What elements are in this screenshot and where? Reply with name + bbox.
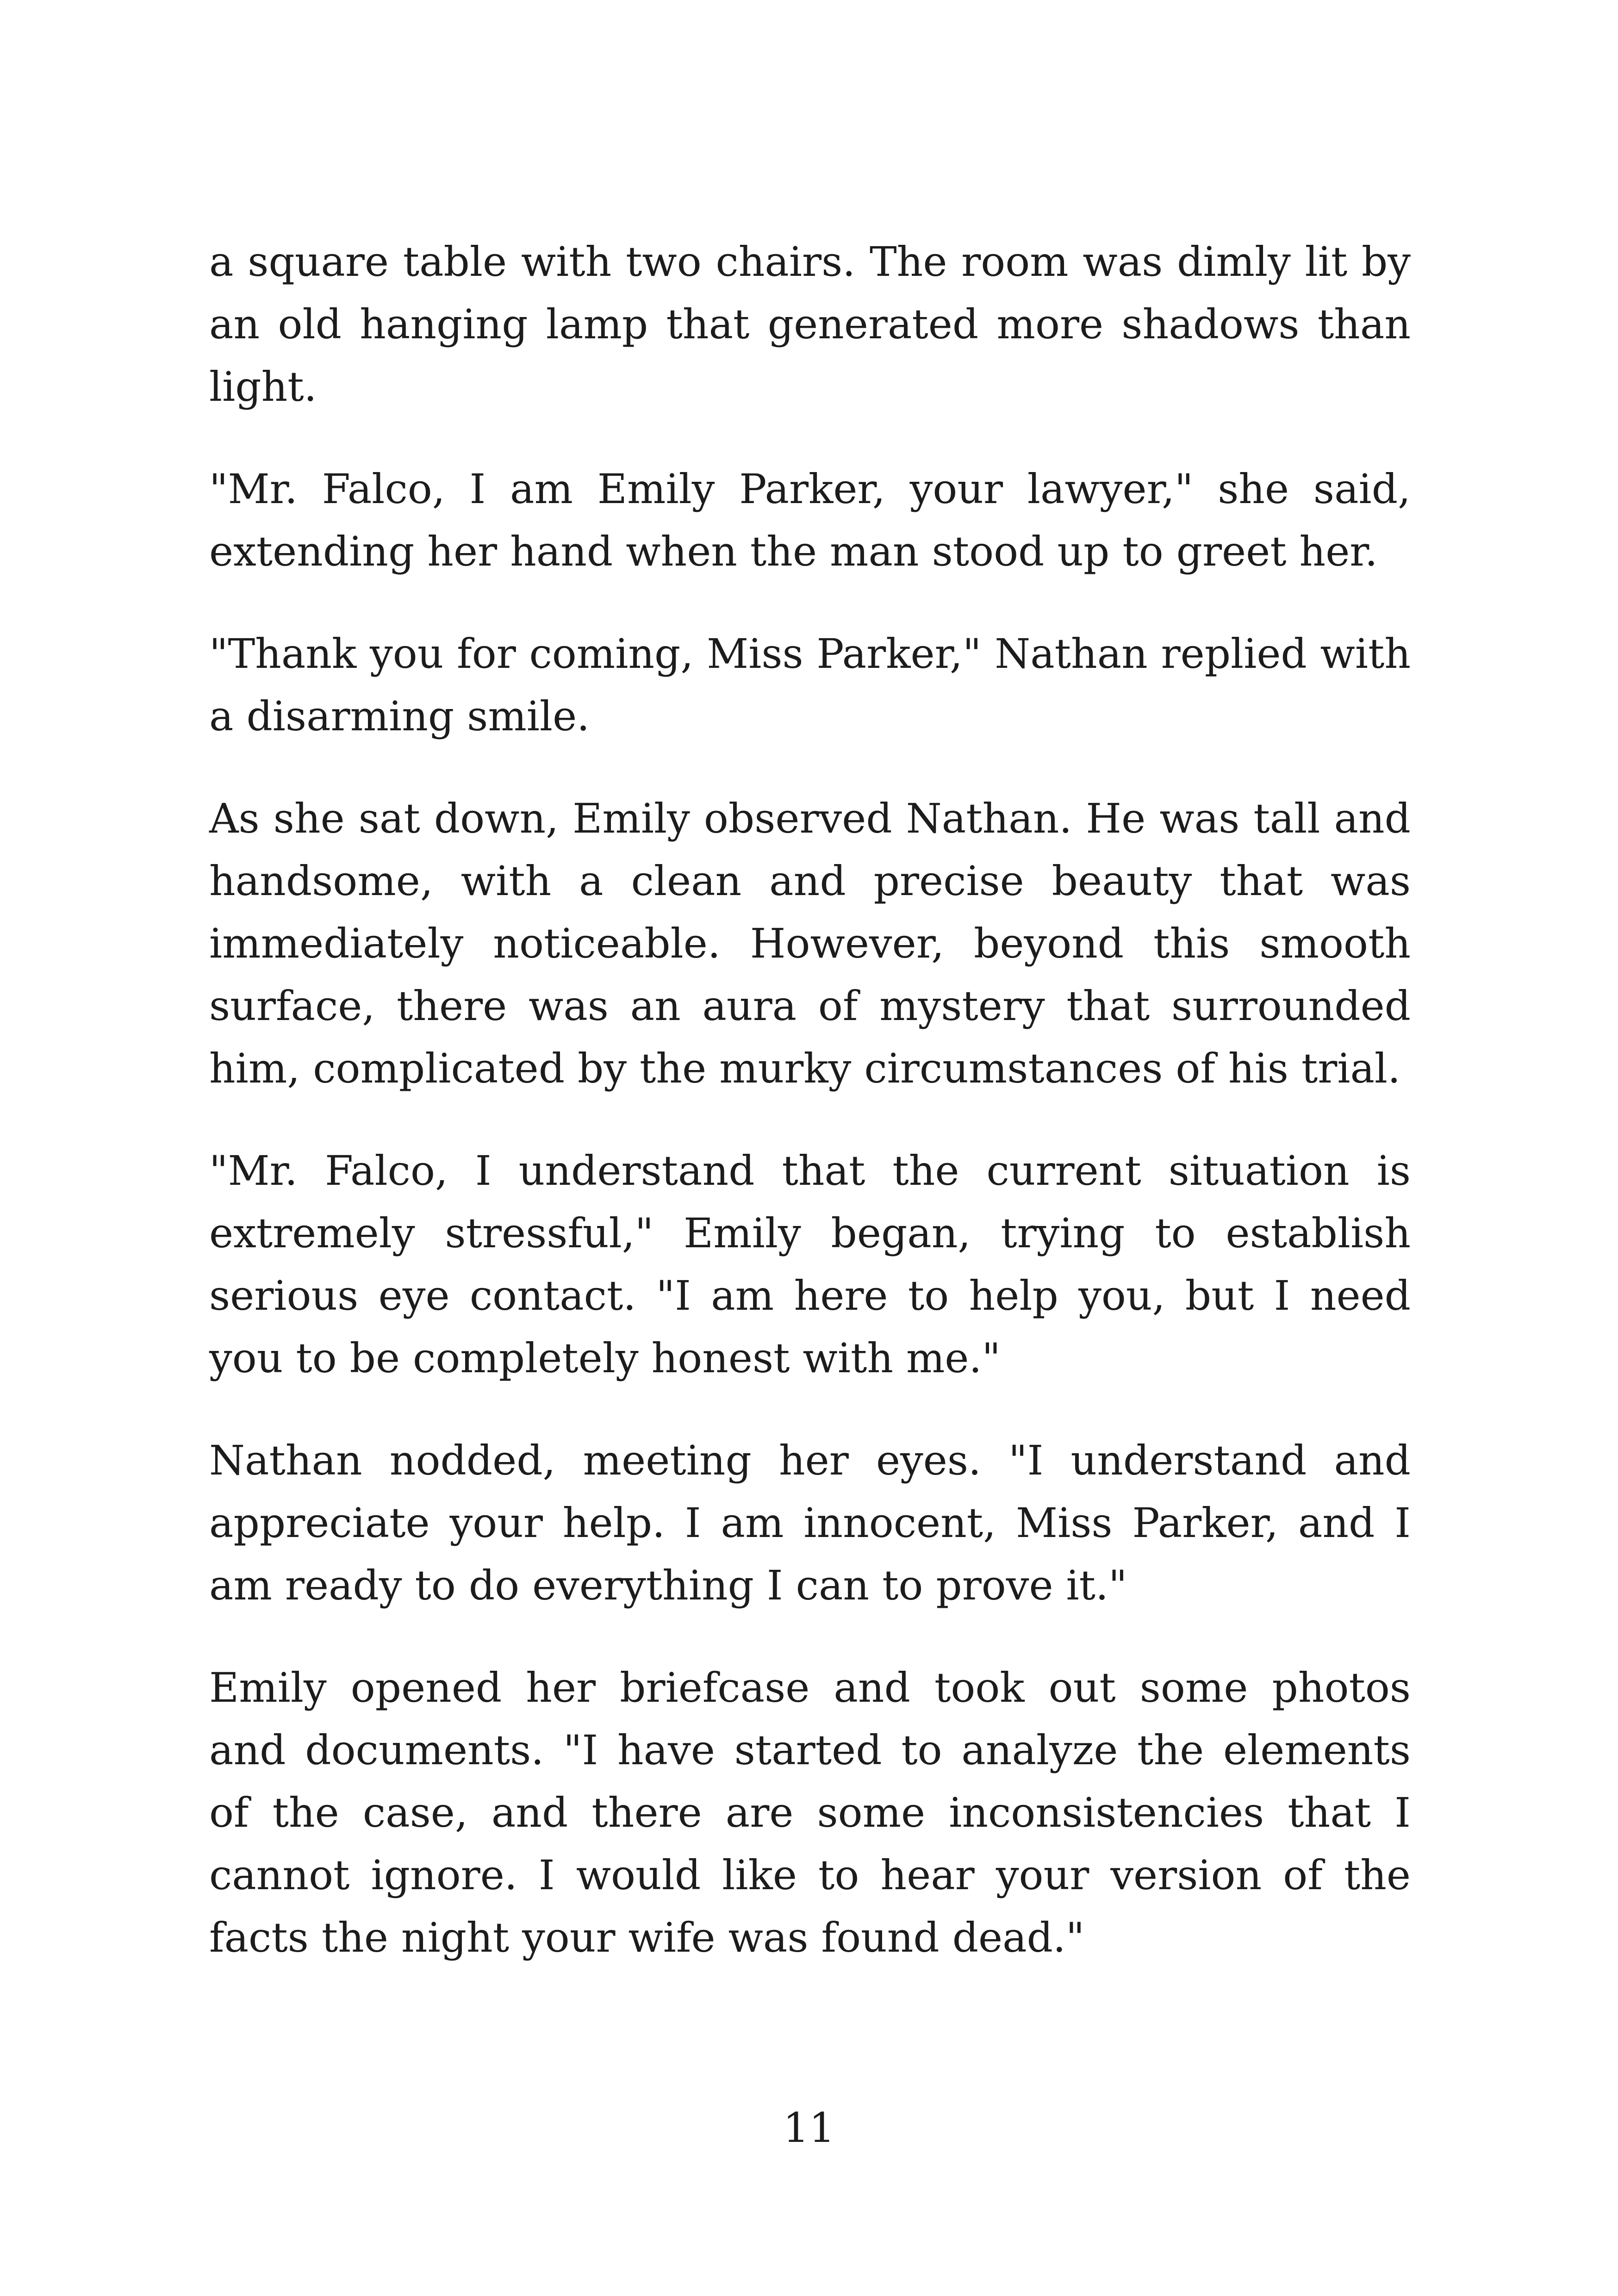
page-number: 11 bbox=[783, 2104, 835, 2152]
paragraph-6: Nathan nodded, meeting her eyes. "I understand and appreciate your help. I am innocent, Miss Parker, and I am ready to do everything I can to prove it." bbox=[209, 1437, 1411, 1609]
body-text bbox=[209, 230, 1411, 2009]
paragraph-4: As she sat down, Emily observed Nathan. He was tall and handsome, with a clean and precise beauty that was immediately noticeable. However, beyond this smooth surface, there was an aura of mystery that surrounded him, complicated by the murky circumstances of his trial. bbox=[209, 795, 1411, 1092]
paragraph-2: "Mr. Falco, I am Emily Parker, your lawyer," she said, extending her hand when the man stood up to greet her. bbox=[209, 465, 1411, 575]
paragraph-1: a square table with two chairs. The room was dimly lit by an old hanging lamp that generated more shadows than light. bbox=[209, 238, 1411, 411]
paragraph-7: Emily opened her briefcase and took out some photos and documents. "I have started to analyze the elements of the case, and there are some inconsistencies that I cannot ignore. I would like to hear your version of the facts the night your wife was found dead." bbox=[209, 1664, 1411, 1961]
paragraph-3: "Thank you for coming, Miss Parker," Nathan replied with a disarming smile. bbox=[209, 630, 1411, 740]
paragraph-5: "Mr. Falco, I understand that the current situation is extremely stressful," Emily began, trying to establish serious eye contact. "I am here to help you, but I need you to be completely honest with me." bbox=[209, 1147, 1411, 1382]
